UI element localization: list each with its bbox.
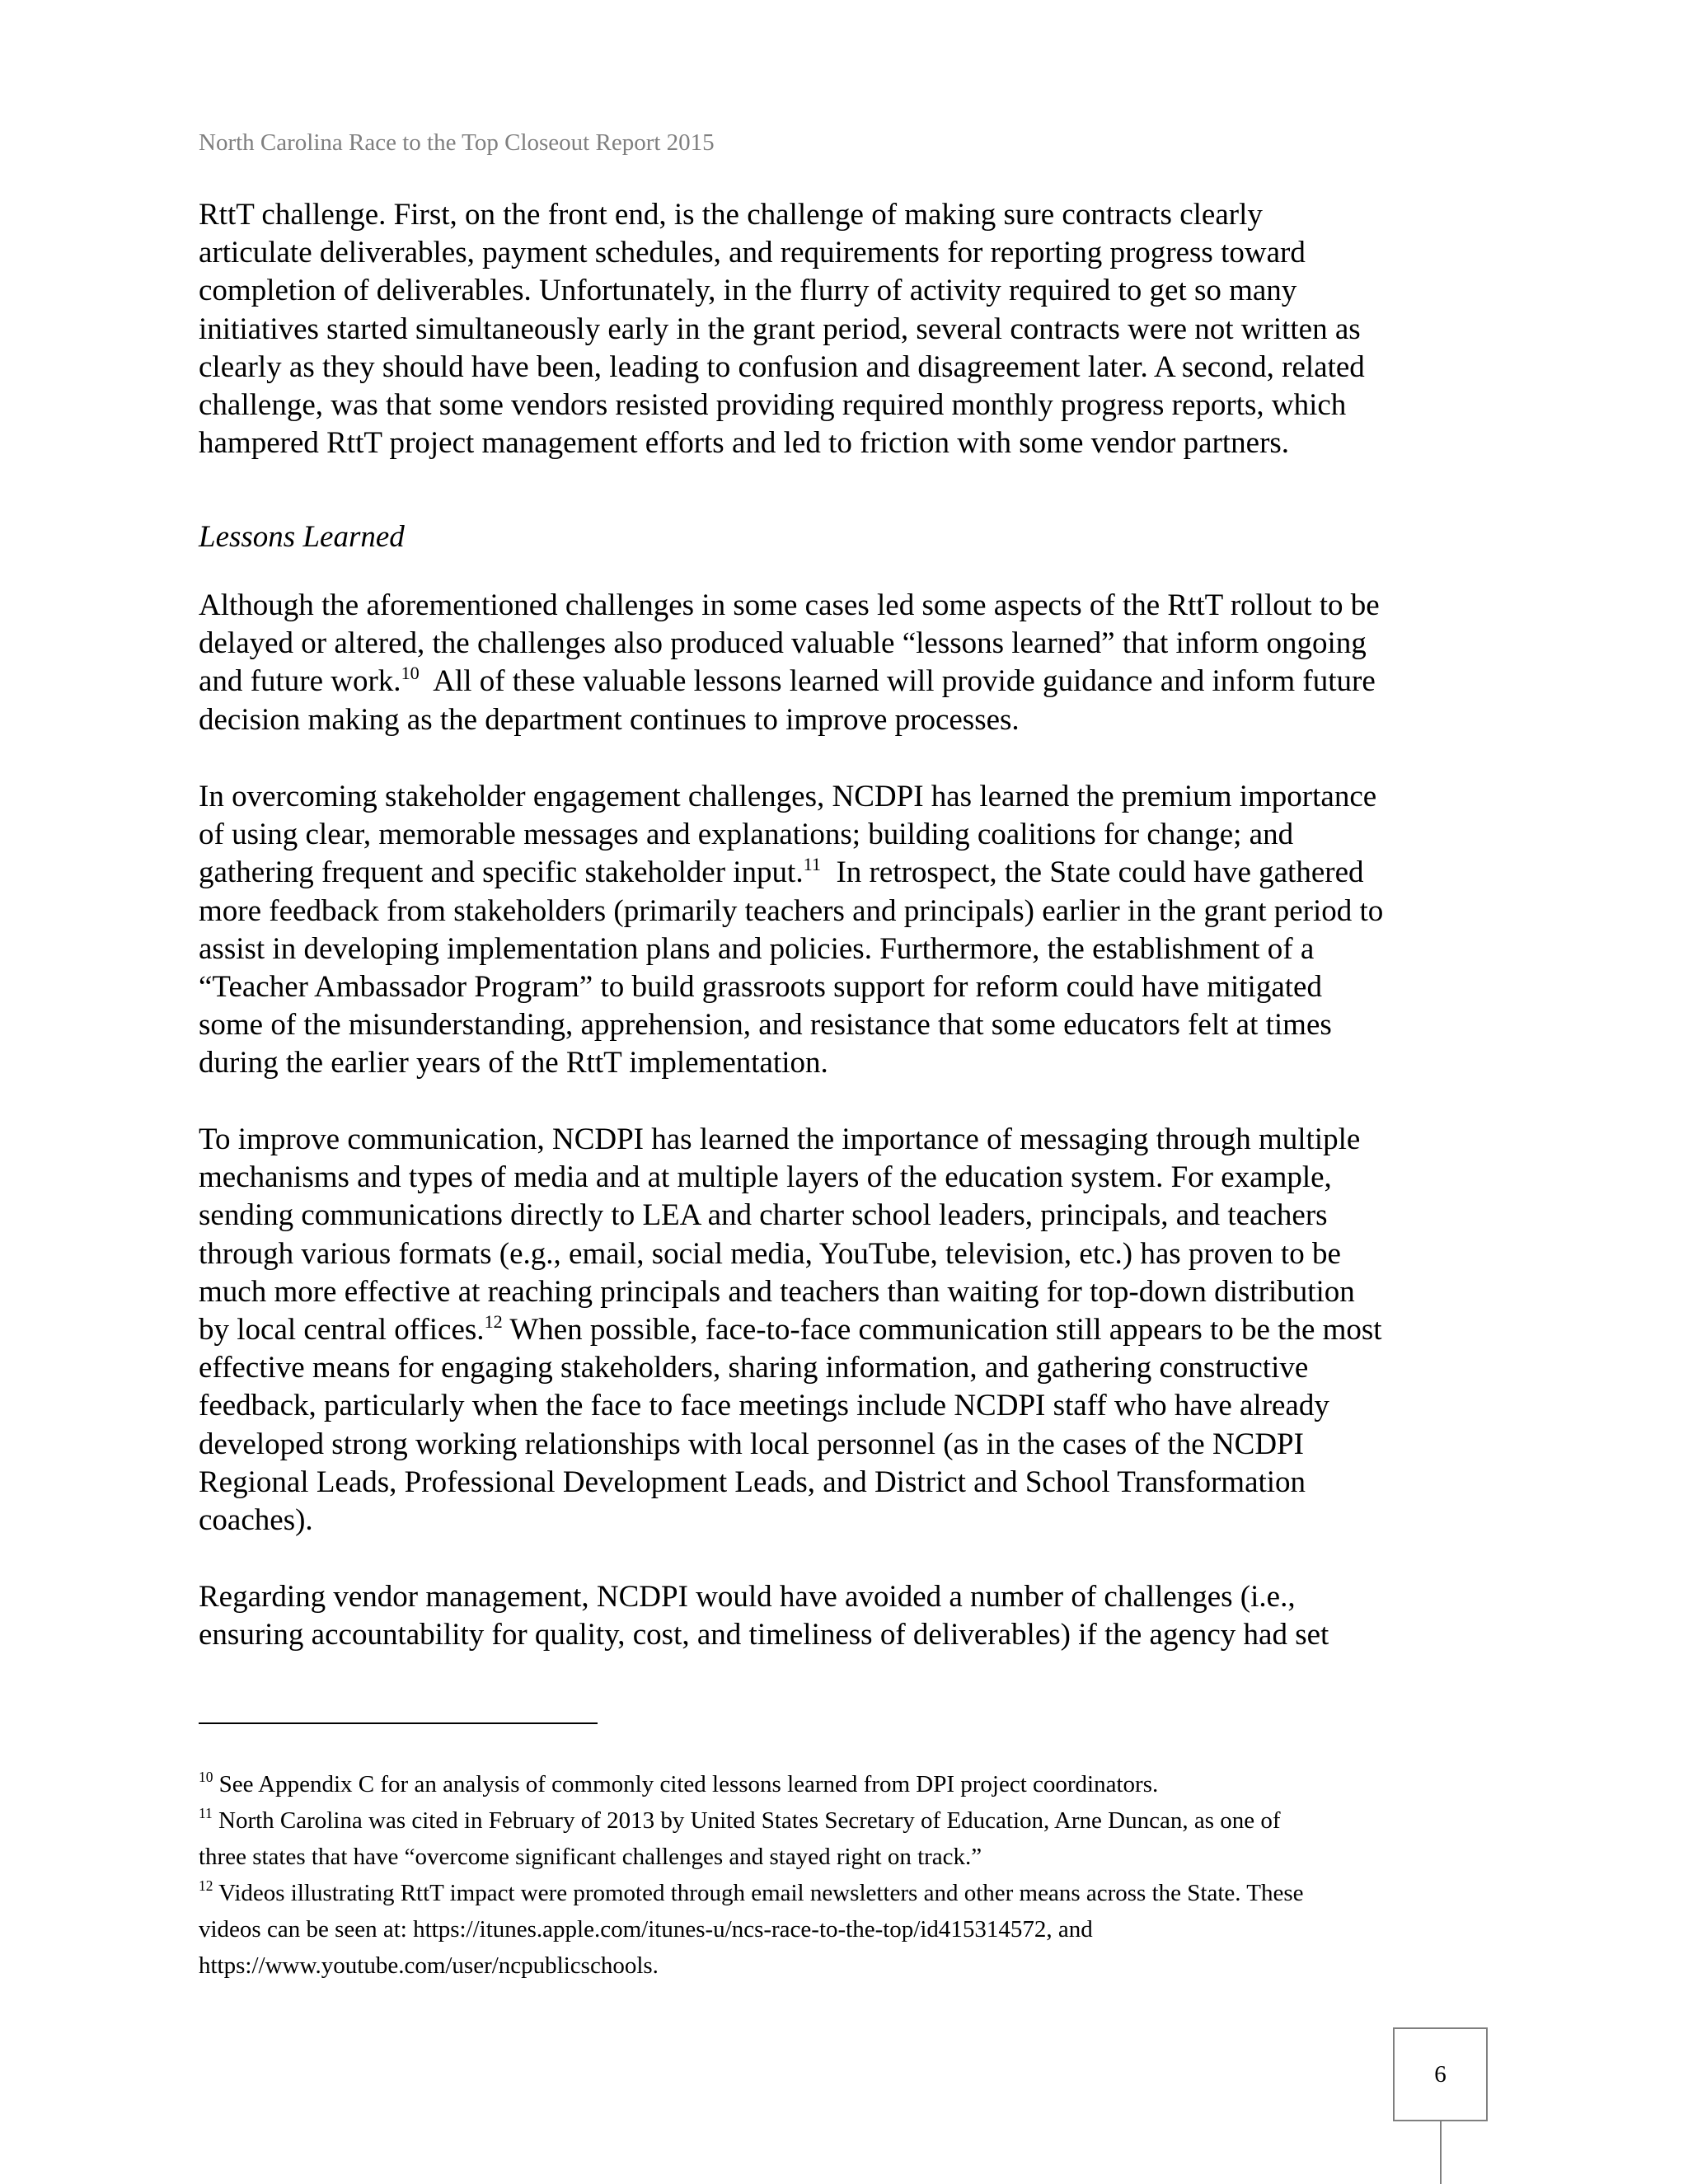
- text-line: mechanisms and types of media and at multiple layers of the education system. For example,: [199, 1160, 1332, 1195]
- text-line: much more effective at reaching principals and teachers than waiting for top-down distribution: [199, 1274, 1355, 1309]
- paragraph-stakeholder-engagement: [199, 778, 1501, 1083]
- text-line: effective means for engaging stakeholders, sharing information, and gathering constructive: [199, 1351, 1309, 1385]
- section-heading-lessons-learned: Lessons Learned: [199, 520, 405, 554]
- text-line: coaches).: [199, 1503, 313, 1538]
- text-segment: and future work.: [199, 664, 401, 699]
- text-line: [199, 1311, 1501, 1349]
- text-line: “Teacher Ambassador Program” to build grassroots support for reform could have mitigated: [199, 970, 1322, 1005]
- page-number: 6: [1434, 2060, 1447, 2088]
- text-line: during the earlier years of the RttT implementation.: [199, 1046, 828, 1080]
- footnotes: [199, 1766, 1501, 1984]
- text-line: [199, 854, 1501, 892]
- page-number-connector: [1440, 2121, 1442, 2184]
- footnote-number: 11: [199, 1805, 213, 1822]
- text-line: some of the misunderstanding, apprehension, and resistance that some educators felt at times: [199, 1008, 1332, 1043]
- paragraph-communication: [199, 1121, 1501, 1540]
- footnote-11-continued: three states that have “overcome significant challenges and stayed right on track.”: [199, 1844, 982, 1870]
- text-line: assist in developing implementation plans and policies. Furthermore, the establishment of a: [199, 931, 1315, 966]
- text-line: hampered RttT project management efforts and led to friction with some vendor partners.: [199, 426, 1290, 461]
- footnote-number: 10: [199, 1769, 213, 1786]
- text-line: of using clear, memorable messages and explanations; building coalitions for change; and: [199, 818, 1294, 852]
- text-segment: by local central offices.: [199, 1313, 485, 1347]
- paragraph-vendor-management: [199, 1578, 1501, 1654]
- text-segment: gathering frequent and specific stakeholder input.: [199, 855, 804, 890]
- footnote-10: [199, 1766, 1501, 1802]
- text-line: developed strong working relationships with local personnel (as in the cases of the NCDPI: [199, 1427, 1304, 1461]
- text-line: ensuring accountability for quality, cost, and timeliness of deliverables) if the agency had set: [199, 1618, 1329, 1652]
- text-line: completion of deliverables. Unfortunately, in the flurry of activity required to get so many: [199, 274, 1297, 308]
- footnote-reference-10: 10: [401, 662, 420, 683]
- footnote-separator: [199, 1722, 598, 1724]
- page-number-box: [1393, 2027, 1488, 2121]
- text-line: challenge, was that some vendors resisted providing required monthly progress reports, which: [199, 388, 1347, 423]
- text-line: articulate deliverables, payment schedules, and requirements for reporting progress toward: [199, 236, 1306, 270]
- text-segment: When possible, face-to-face communication still appears to be the most: [502, 1313, 1382, 1347]
- text-line: more feedback from stakeholders (primarily teachers and principals) earlier in the grant period to: [199, 893, 1384, 928]
- text-line: decision making as the department continues to improve processes.: [199, 702, 1020, 737]
- text-line: [199, 663, 1501, 701]
- text-line: through various formats (e.g., email, social media, YouTube, television, etc.) has proven to be: [199, 1236, 1341, 1271]
- footnote-12-continued: https://www.youtube.com/user/ncpublicschools.: [199, 1952, 659, 1979]
- text-line: feedback, particularly when the face to face meetings include NCDPI staff who have already: [199, 1389, 1329, 1423]
- text-line: initiatives started simultaneously early in the grant period, several contracts were not written as: [199, 312, 1361, 346]
- text-segment: In retrospect, the State could have gathered: [820, 855, 1364, 890]
- footnote-number: 12: [199, 1877, 213, 1895]
- text-line: delayed or altered, the challenges also produced valuable “lessons learned” that inform ongoing: [199, 626, 1367, 661]
- running-header: North Carolina Race to the Top Closeout Report 2015: [199, 129, 715, 156]
- footnote-text: See Appendix C for an analysis of commonly cited lessons learned from DPI project coordinators.: [213, 1771, 1159, 1797]
- text-line: clearly as they should have been, leading to confusion and disagreement later. A second, related: [199, 349, 1365, 384]
- footnote-reference-12: 12: [484, 1310, 503, 1332]
- text-line: In overcoming stakeholder engagement challenges, NCDPI has learned the premium importance: [199, 780, 1377, 813]
- text-line: RttT challenge. First, on the front end, is the challenge of making sure contracts clearly: [199, 198, 1263, 232]
- footnote-reference-11: 11: [803, 853, 821, 874]
- footnote-11: [199, 1802, 1501, 1839]
- text-segment: All of these valuable lessons learned will provide guidance and inform future: [419, 664, 1376, 699]
- footnote-12-continued: videos can be seen at: https://itunes.apple.com/itunes-u/ncs-race-to-the-top/id415314572, and: [199, 1916, 1093, 1943]
- paragraph-lessons-intro: [199, 587, 1501, 739]
- text-line: Although the aforementioned challenges in some cases led some aspects of the RttT rollout to be: [199, 588, 1380, 622]
- footnote-text: North Carolina was cited in February of 2013 by United States Secretary of Education, Arne Duncan, as one of: [212, 1807, 1281, 1834]
- footnote-12: [199, 1875, 1501, 1911]
- text-line: Regarding vendor management, NCDPI would have avoided a number of challenges (i.e.,: [199, 1580, 1296, 1614]
- paragraph-vendor-challenges: [199, 196, 1501, 462]
- footnote-text: Videos illustrating RttT impact were promoted through email newsletters and other means across the State. These: [213, 1880, 1304, 1906]
- text-line: To improve communication, NCDPI has learned the importance of messaging through multiple: [199, 1122, 1361, 1156]
- text-line: Regional Leads, Professional Development Leads, and District and School Transformation: [199, 1465, 1306, 1499]
- text-line: sending communications directly to LEA and charter school leaders, principals, and teachers: [199, 1198, 1328, 1233]
